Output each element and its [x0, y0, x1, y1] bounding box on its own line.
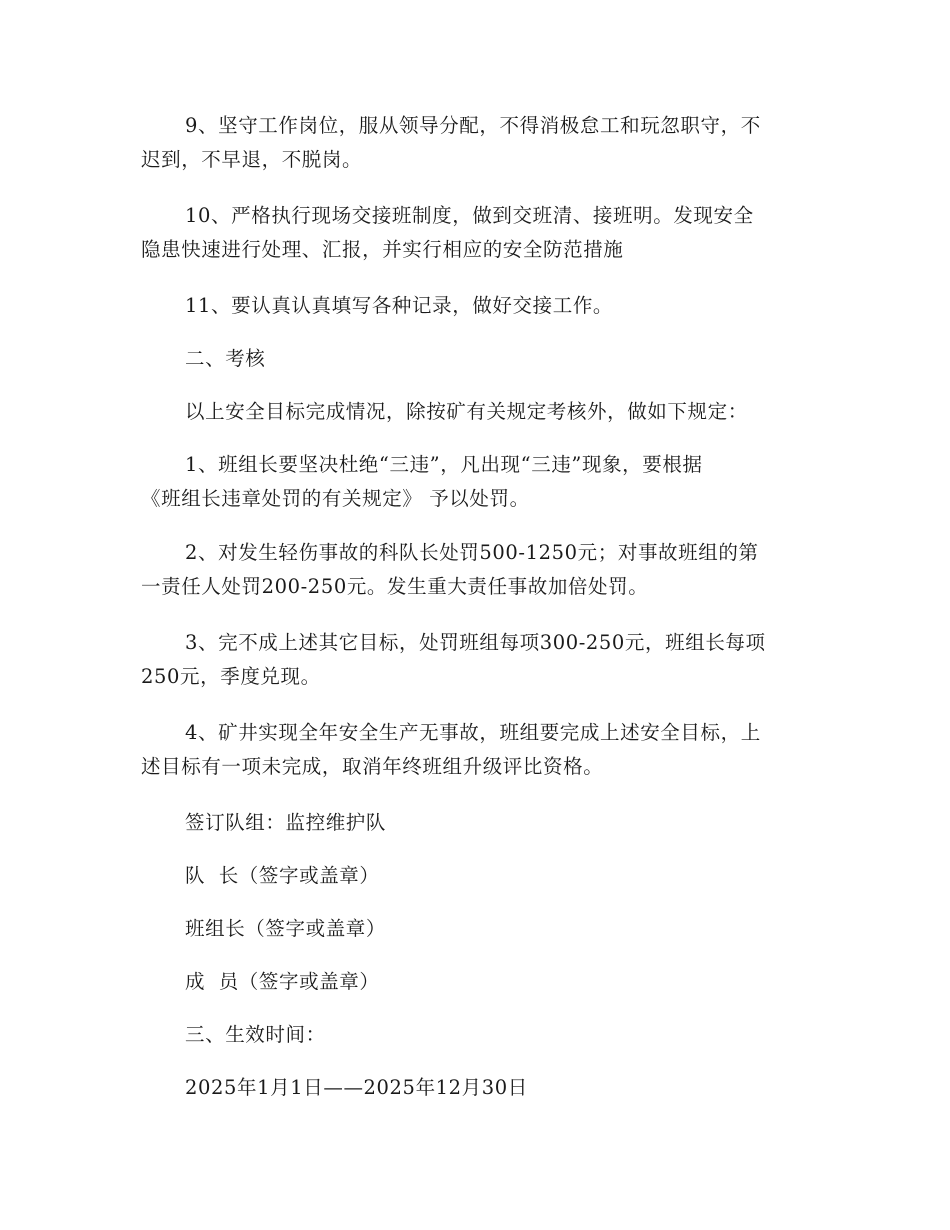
text-line: 一责任人处罚200-250元。发生重大责任事故加倍处罚。: [141, 575, 649, 598]
text-line: 1、班组长要坚决杜绝“三违”，凡出现“三违”现象，要根据: [185, 453, 703, 476]
rule-item-2: [141, 536, 811, 604]
text-line: 隐患快速进行处理、汇报，并实行相应的安全防范措施: [141, 238, 624, 261]
text-line: 9、坚守工作岗位，服从领导分配，不得消极怠工和玩忽职守，不: [185, 114, 761, 137]
text-line: 250元，季度兑现。: [141, 665, 321, 688]
text-line: 队 长（签字或盖章）: [185, 864, 380, 887]
text-line: 《班组长违章处罚的有关规定》 予以处罚。: [141, 487, 530, 510]
rule-item-4: [141, 716, 811, 784]
text-line: 10、严格执行现场交接班制度，做到交班清、接班明。发现安全: [185, 204, 754, 227]
text-line: 成 员（签字或盖章）: [185, 970, 380, 993]
signature-group-leader: [141, 912, 811, 946]
signature-team-leader: [141, 859, 811, 893]
paragraph-item-10: [141, 199, 811, 267]
text-line: 述目标有一项未完成，取消年终班组升级评比资格。: [141, 755, 604, 778]
assessment-intro: [141, 395, 811, 429]
signing-team: [141, 806, 811, 840]
text-line: 2、对发生轻伤事故的科队长处罚500-1250元；对事故班组的第: [185, 541, 759, 564]
text-line: 二、考核: [185, 347, 266, 370]
rule-item-1: [141, 448, 811, 516]
text-line: 签订队组：监控维护队: [185, 811, 387, 834]
section-heading-effective-time: [141, 1018, 811, 1052]
text-line: 三、生效时间：: [185, 1023, 326, 1046]
signature-members: [141, 965, 811, 999]
text-line: 班组长（签字或盖章）: [185, 917, 387, 940]
section-heading-assessment: [141, 342, 811, 376]
text-line: 11、要认真认真填写各种记录，做好交接工作。: [185, 294, 614, 317]
text-line: 迟到，不早退，不脱岗。: [141, 148, 363, 171]
text-line: 4、矿井实现全年安全生产无事故，班组要完成上述安全目标，上: [185, 721, 761, 744]
text-line: 2025年1月1日——2025年12月30日: [185, 1076, 528, 1099]
text-line: 以上安全目标完成情况，除按矿有关规定考核外，做如下规定：: [185, 400, 748, 423]
paragraph-item-11: [141, 289, 811, 323]
paragraph-item-9: [141, 109, 811, 177]
rule-item-3: [141, 626, 811, 694]
effective-date-range: [141, 1071, 811, 1105]
text-line: 3、完不成上述其它目标，处罚班组每项300-250元，班组长每项: [185, 631, 766, 654]
